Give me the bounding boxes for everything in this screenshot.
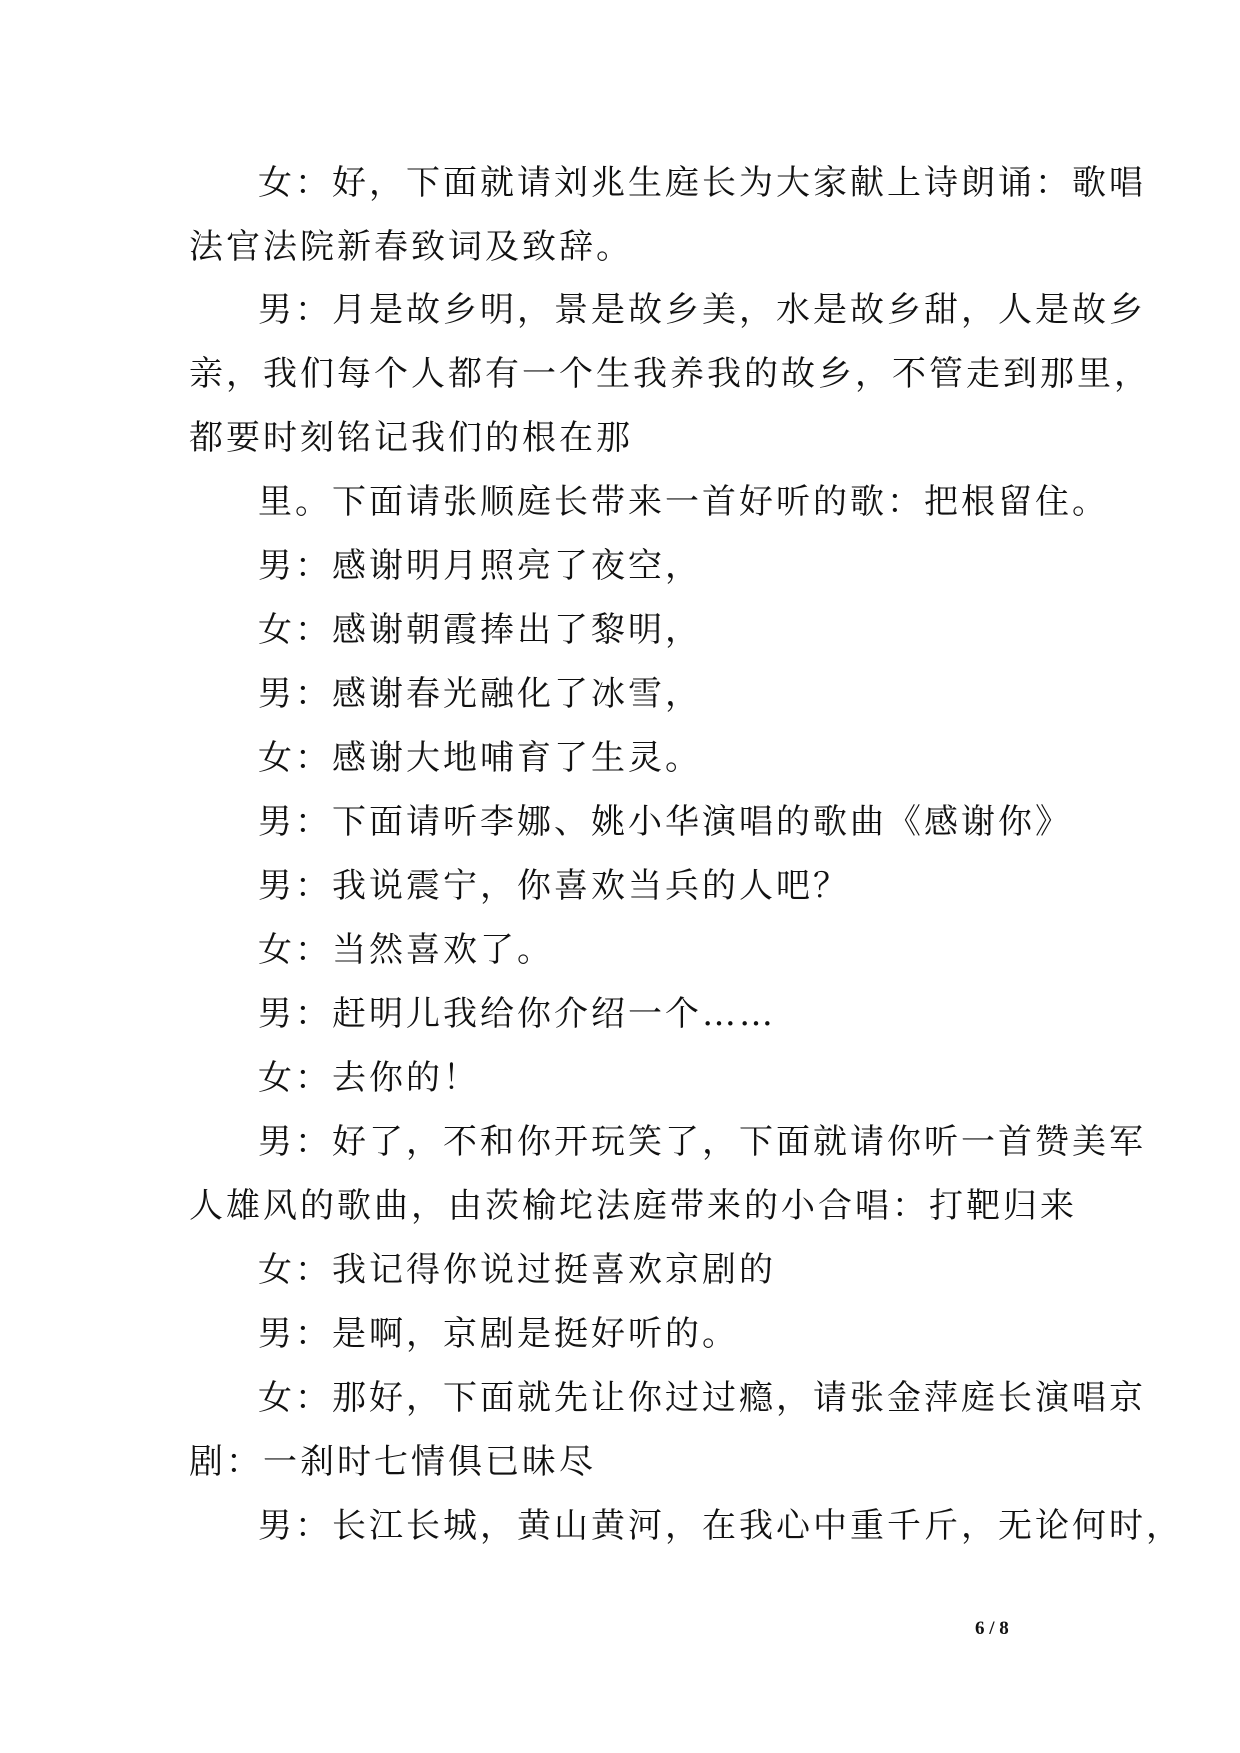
text-line: 剧：一刹时七情俱已昧尽	[189, 1442, 596, 1482]
text-line: 男：长江长城，黄山黄河，在我心中重千斤，无论何时，	[258, 1506, 1183, 1546]
text-line: 女：当然喜欢了。	[258, 930, 554, 970]
text-line: 法官法院新春致词及致辞。	[189, 227, 633, 267]
text-line: 女：好，下面就请刘兆生庭长为大家献上诗朗诵：歌唱	[258, 163, 1146, 203]
text-line: 里。下面请张顺庭长带来一首好听的歌：把根留住。	[258, 482, 1109, 522]
text-line: 女：我记得你说过挺喜欢京剧的	[258, 1250, 776, 1290]
text-line: 男：我说震宁，你喜欢当兵的人吧？	[258, 866, 850, 906]
text-line: 都要时刻铭记我们的根在那	[189, 418, 633, 458]
text-line: 男：好了，不和你开玩笑了，下面就请你听一首赞美军	[258, 1122, 1146, 1162]
text-line: 男：月是故乡明，景是故乡美，水是故乡甜，人是故乡	[258, 290, 1146, 330]
text-line: 女：去你的！	[258, 1058, 480, 1098]
text-line: 男：下面请听李娜、姚小华演唱的歌曲《感谢你》	[258, 802, 1072, 842]
text-line: 女：感谢朝霞捧出了黎明，	[258, 610, 702, 650]
text-line: 男：是啊，京剧是挺好听的。	[258, 1314, 739, 1354]
text-line: 女：感谢大地哺育了生灵。	[258, 738, 702, 778]
text-line: 男：赶明儿我给你介绍一个……	[258, 994, 776, 1034]
text-line: 亲，我们每个人都有一个生我养我的故乡，不管走到那里，	[189, 354, 1151, 394]
text-line: 男：感谢明月照亮了夜空，	[258, 546, 702, 586]
text-line: 女：那好，下面就先让你过过瘾，请张金萍庭长演唱京	[258, 1378, 1146, 1418]
text-line: 人雄风的歌曲，由茨榆坨法庭带来的小合唱：打靶归来	[189, 1186, 1077, 1226]
page-number: 6 / 8	[975, 1618, 1009, 1639]
text-line: 男：感谢春光融化了冰雪，	[258, 674, 702, 714]
